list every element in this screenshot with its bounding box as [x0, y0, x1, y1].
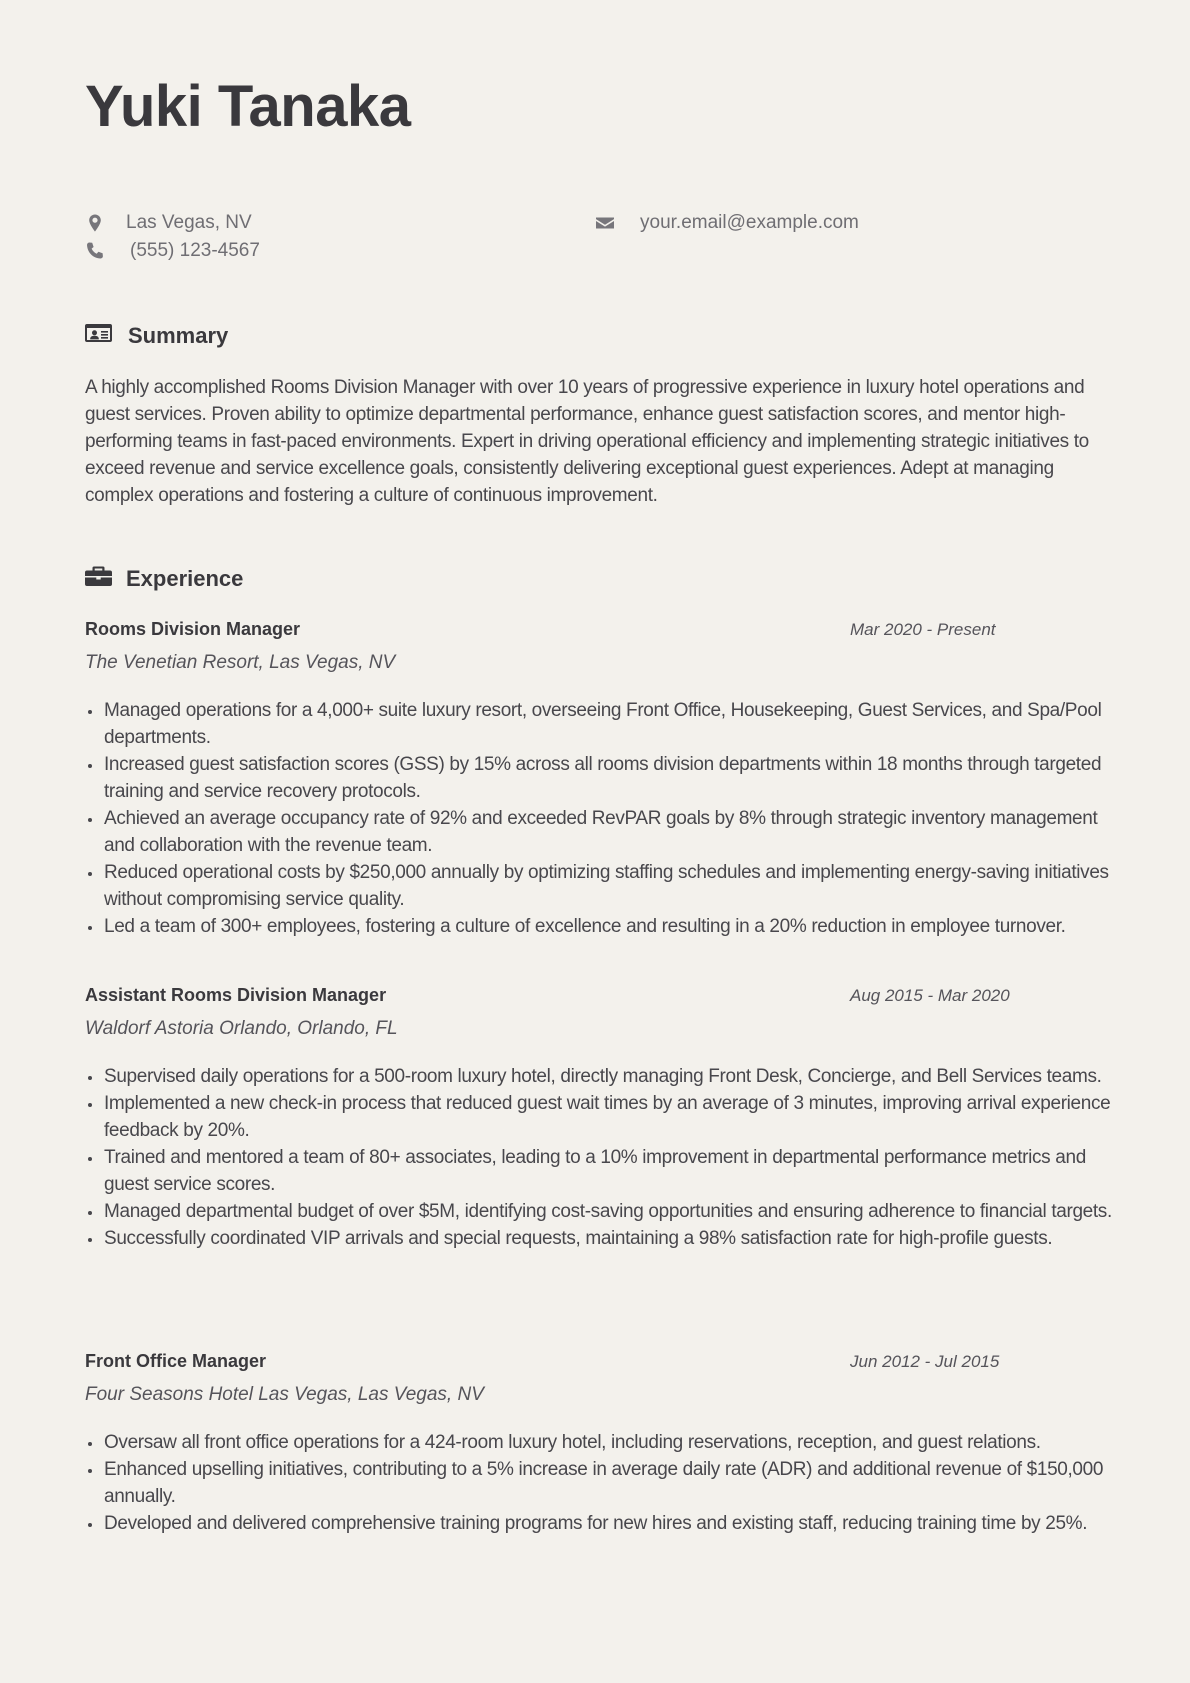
experience-heading-label: Experience: [126, 566, 244, 591]
job-bullet: Increased guest satisfaction scores (GSS) by 15% across all rooms division departments within 18 months through targeted training and service recovery protocols.: [85, 751, 1115, 805]
job-company: Waldorf Astoria Orlando, Orlando, FL: [85, 1018, 398, 1039]
briefcase-icon: [85, 565, 112, 593]
summary-text: A highly accomplished Rooms Division Manager with over 10 years of progressive experience in luxury hotel operations and guest services. Proven ability to optimize departmental performance, enhance guest satisfaction scores, and mentor high-performing teams in fast-paced environments. Expert in driving operational efficiency and implementing strategic initiatives to exceed revenue and service excellence goals, consistently delivering exceptional guest experiences. Adept at managing complex operations and fostering a culture of continuous improvement.: [85, 377, 1089, 506]
job-dates: Jun 2012 - Jul 2015: [850, 1352, 1000, 1371]
map-marker-icon: [85, 213, 105, 233]
job-bullet: Trained and mentored a team of 80+ associates, leading to a 10% improvement in departmental performance metrics and guest service scores.: [85, 1144, 1115, 1198]
job-company: The Venetian Resort, Las Vegas, NV: [85, 652, 396, 673]
job-bullet: Managed operations for a 4,000+ suite luxury resort, overseeing Front Office, Housekeeping, Guest Services, and Spa/Pool departments.: [85, 697, 1115, 751]
summary-heading: [85, 322, 228, 350]
email-text[interactable]: your.email@example.com: [640, 212, 859, 233]
job-bullets: [85, 1429, 1115, 1537]
job-bullet: Led a team of 300+ employees, fostering a culture of excellence and resulting in a 20% reduction in employee turnover.: [85, 913, 1115, 940]
contact-location: [85, 210, 252, 236]
contact-email: [595, 210, 859, 236]
experience-heading: [85, 565, 243, 593]
envelope-icon: [595, 213, 615, 233]
job-bullet: Developed and delivered comprehensive training programs for new hires and existing staff, reducing training time by 25%.: [85, 1510, 1115, 1537]
job-company: Four Seasons Hotel Las Vegas, Las Vegas, NV: [85, 1384, 484, 1405]
job-bullet: Supervised daily operations for a 500-room luxury hotel, directly managing Front Desk, Concierge, and Bell Services teams.: [85, 1063, 1115, 1090]
job-bullet: Achieved an average occupancy rate of 92% and exceeded RevPAR goals by 8% through strategic inventory management and collaboration with the revenue team.: [85, 805, 1115, 859]
job-bullets: [85, 697, 1115, 940]
job-bullet: Successfully coordinated VIP arrivals and special requests, maintaining a 98% satisfaction rate for high-profile guests.: [85, 1225, 1115, 1252]
job-bullet: Enhanced upselling initiatives, contributing to a 5% increase in average daily rate (ADR) and additional revenue of $150,000 annually.: [85, 1456, 1115, 1510]
job-dates: Aug 2015 - Mar 2020: [850, 986, 1010, 1005]
summary-heading-label: Summary: [128, 323, 229, 348]
job-bullet: Reduced operational costs by $250,000 annually by optimizing staffing schedules and implementing energy-saving initiatives without compromising service quality.: [85, 859, 1115, 913]
job-bullet: Managed departmental budget of over $5M, identifying cost-saving opportunities and ensuring adherence to financial targets.: [85, 1198, 1115, 1225]
job-dates: Mar 2020 - Present: [850, 620, 996, 639]
contact-info: [85, 210, 1105, 270]
phone-text: (555) 123-4567: [130, 240, 260, 261]
location-text: Las Vegas, NV: [126, 212, 252, 233]
job-bullet: Oversaw all front office operations for a 424-room luxury hotel, including reservations, reception, and guest relations.: [85, 1429, 1115, 1456]
contact-phone: [85, 238, 260, 264]
job-title: Front Office Manager: [85, 1351, 267, 1371]
phone-icon: [85, 241, 105, 261]
job-bullet: Implemented a new check-in process that reduced guest wait times by an average of 3 minutes, improving arrival experience feedback by 20%.: [85, 1090, 1115, 1144]
job-title: Rooms Division Manager: [85, 619, 301, 639]
candidate-name: Yuki Tanaka: [85, 74, 411, 139]
job-title: Assistant Rooms Division Manager: [85, 985, 387, 1005]
job-bullets: [85, 1063, 1115, 1252]
id-card-icon: [85, 322, 112, 350]
